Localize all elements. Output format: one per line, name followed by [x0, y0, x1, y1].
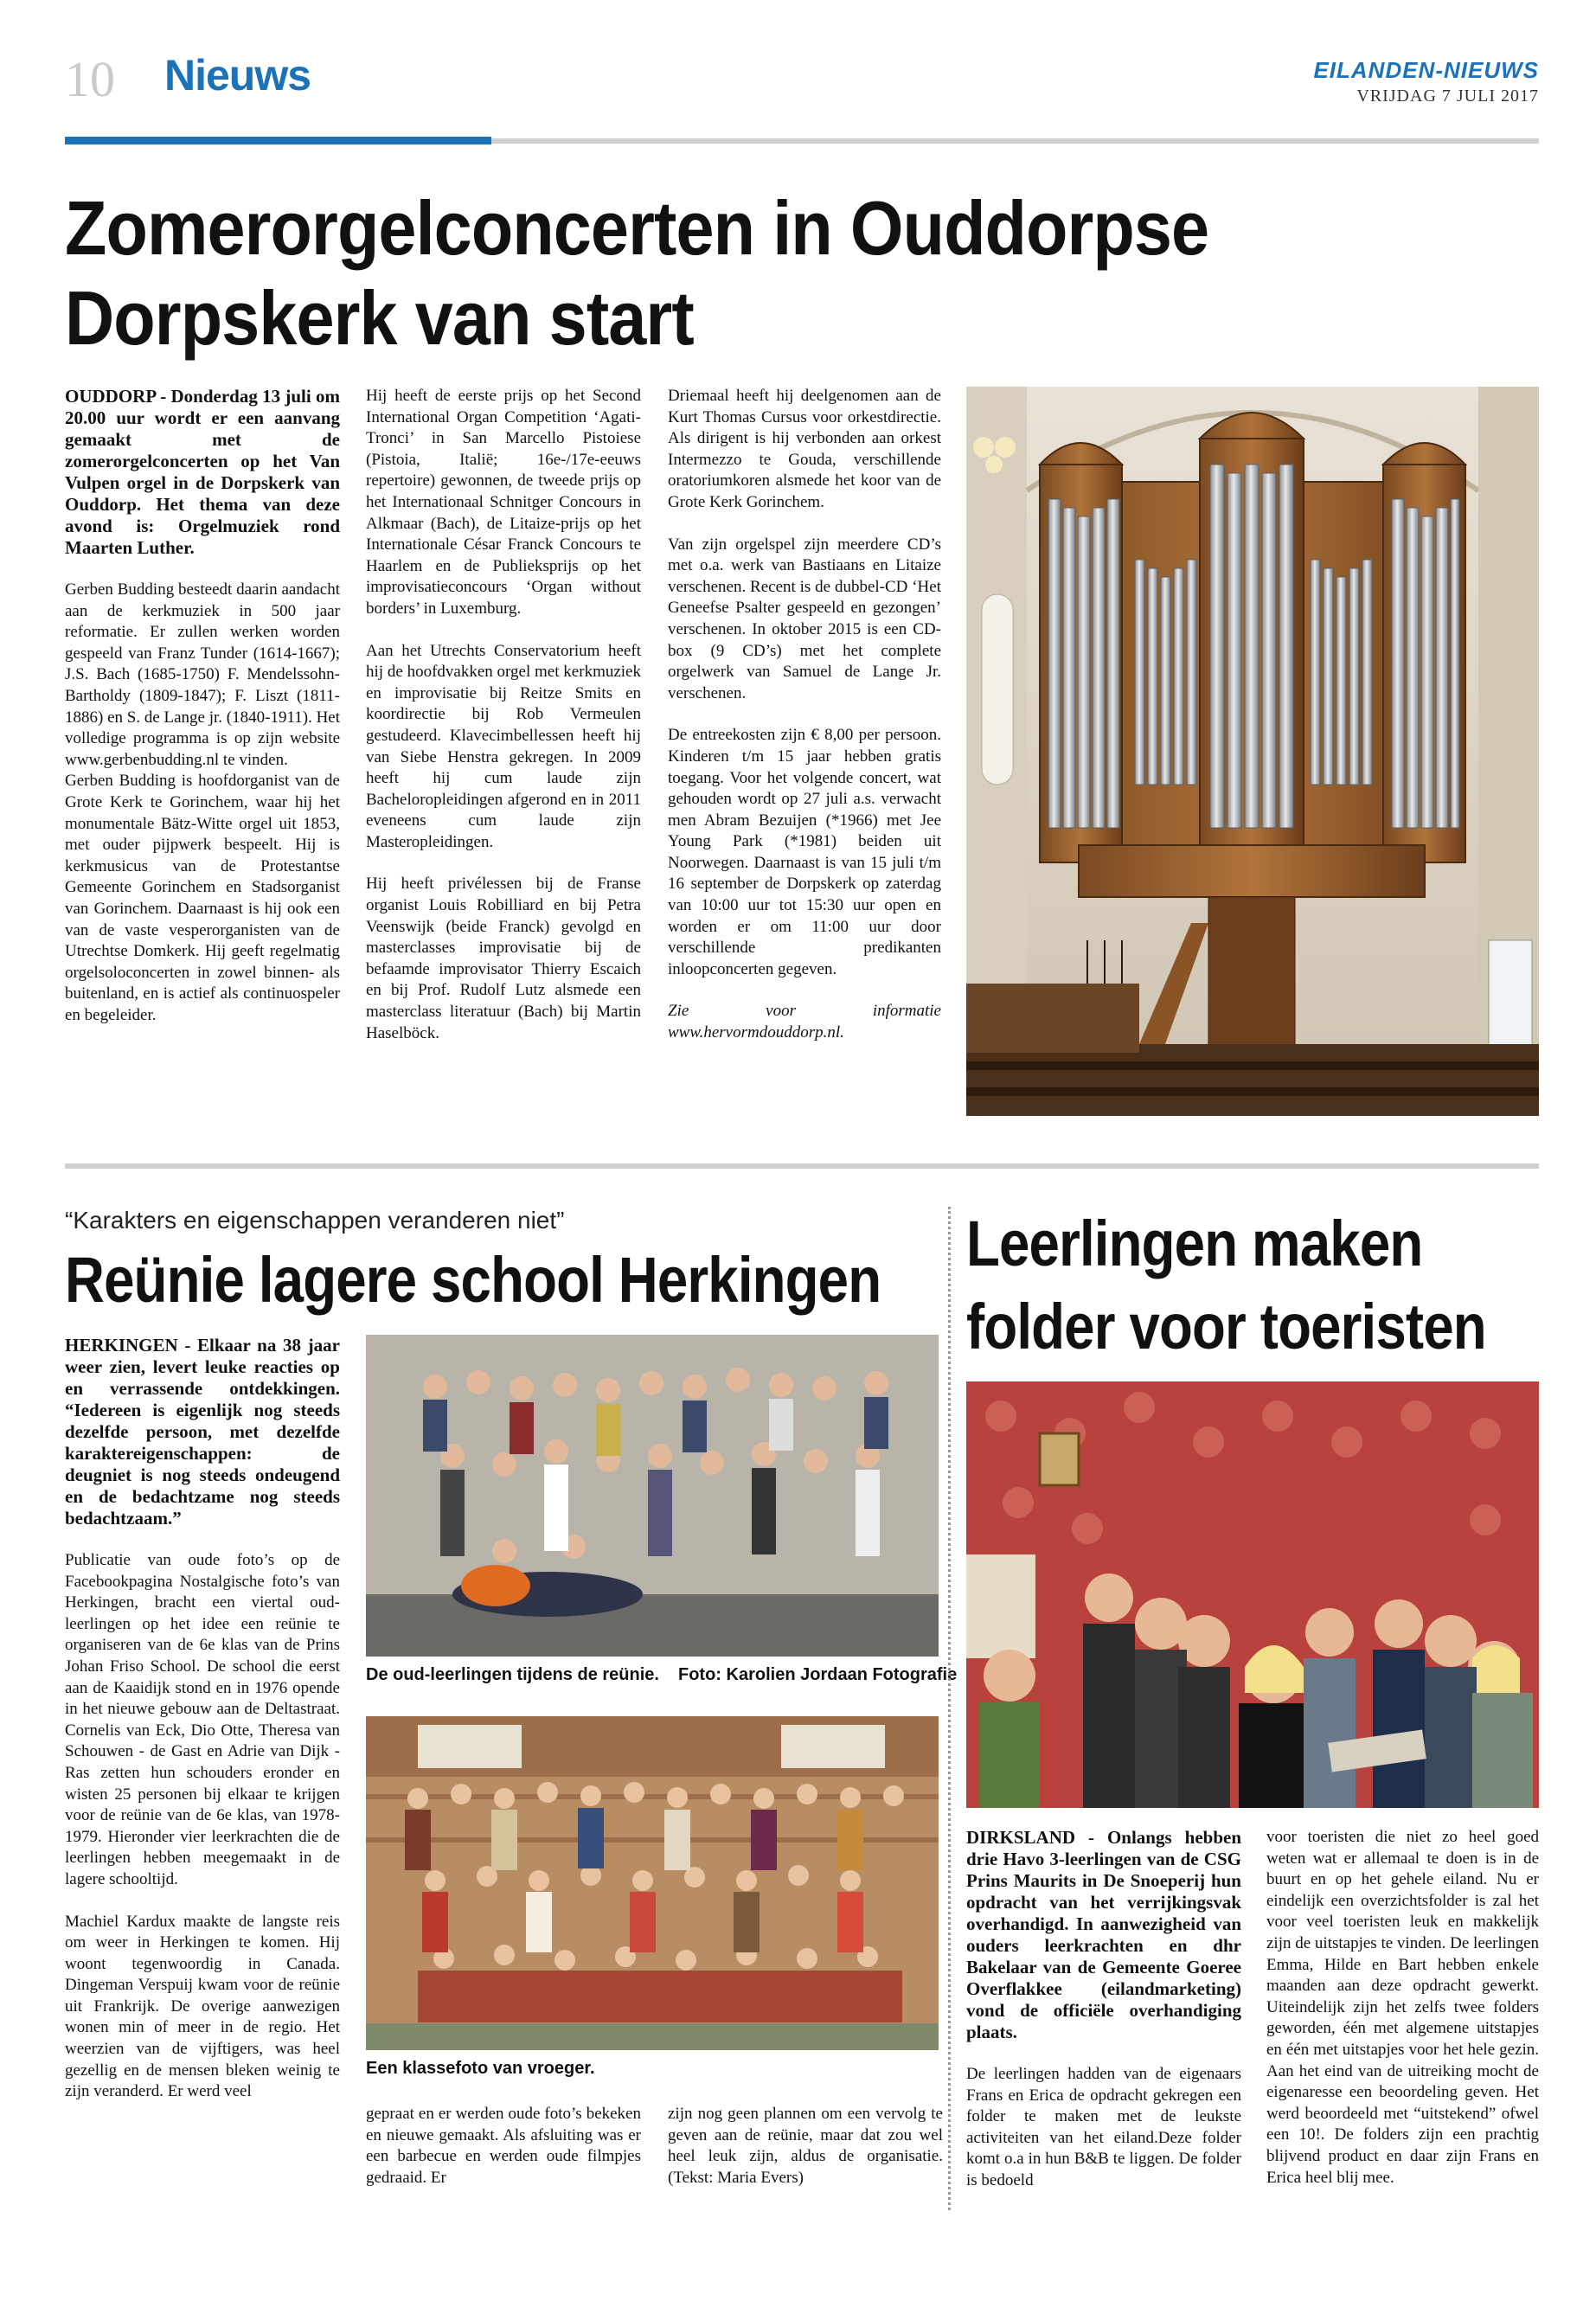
page-number: 10: [65, 51, 115, 107]
article2-column-1: [65, 1335, 340, 2124]
header-rule-accent: [65, 137, 491, 144]
group-photo-illustration: [366, 1335, 939, 1657]
article1-paragraph: De entreekosten zijn € 8,00 per persoon. Kinderen t/m 15 jaar hebben gratis toegang. Voor het volgende concert, wat gehouden wordt op 27 juli a.s. verwacht men Abram Bezuijen (*1966) met Jee Young Park (*1981) beiden uit Noorwegen. Daarnaast is van 15 juli t/m 16 september de Dorpskerk op zaterdag van 10:00 uur tot 15:30 uur open en worden er om 11:00 uur door verschillende predikanten inloopconcerten gegeven.: [668, 726, 941, 978]
reunion-photo: [366, 1335, 939, 1657]
article2-paragraph: Machiel Kardux maakte de langste reis om weer in Herkingen te komen. Hij woont tegenwoordig in Canada. Dingeman Verspuij kwam voor de reünie uit Frankrijk. De overige aanwezigen wonen min of meer in de regio. Het weerzien van de vijftigers, was heel gezellig en de mensen bleken weinig te zijn veranderd. Er werd veel: [65, 1912, 340, 2101]
students-photo: [966, 1381, 1539, 1808]
article2-column-2: [366, 2104, 641, 2209]
class-photo: [366, 1716, 939, 2050]
article-headline-folder: Leerlingen maken folder voor toeristen: [966, 1208, 1486, 1362]
article1-info-link: Zie voor informatie www.hervormdouddorp.nl.: [668, 1002, 941, 1042]
article2-kicker-quote: “Karakters en eigenschappen veranderen niet”: [65, 1207, 565, 1234]
article2-paragraph: Publicatie van oude foto’s op de Facebookpagina Nostalgische foto’s van Herkingen, bracht een viertal oud-leerlingen op het idee een reünie te organiseren van de 6e klas van de Prins Johan Friso School. De school die eerst aan de Kaaidijk stond en in 1976 opende in het nieuwe gebouw aan de Deltastraat. Cornelis van Eck, Dio Otte, Theresa van Schouwen - de Gast en Adrie van Dijk - Ras zetten hun schouders eronder en wisten 25 personen bij elkaar te krijgen voor de reünie van de 6e klas, van 1978-1979. Hieronder vier leerkrachten die de leerlingen hebben meegemaakt in de lagere schooltijd.: [65, 1551, 340, 1888]
article3-lead: DIRKSLAND - Onlangs hebben drie Havo 3-leerlingen van de CSG Prins Maurits in De Snoeperij hun opdracht van het verrijkingsvak overhandigd. In aanwezigheid van ouders leerkrachten en dhr Bakelaar van de Gemeente Goeree Overflakkee (eilandmarketing) vond de officiële overhandiging plaats.: [966, 1827, 1241, 2042]
column-separator: [948, 1207, 951, 2210]
article3-paragraph: De leerlingen hadden van de eigenaars Frans en Erica de opdracht gekregen een folder te maken met de leukste activiteiten van het eiland.Deze folder komt o.a in hun B&B te liggen. De folder is bedoeld: [966, 2065, 1241, 2189]
article1-paragraph: Gerben Budding besteedt daarin aandacht aan de kerkmuziek in 500 jaar reformatie. Er zullen werken worden gespeeld van Franz Tunder (1614-1667); J.S. Bach (1685-1750) F. Mendelssohn-Bartholdy (1809-1847); F. Liszt (1811-1886) en S. de Lange jr. (1840-1911). Het volledige programma is op zijn website www.gerbenbudding.nl te vinden.: [65, 580, 340, 769]
article1-column-2: [366, 386, 641, 1065]
article2-lead: HERKINGEN - Elkaar na 38 jaar weer zien, levert leuke reacties op en verrassende ontdekkingen. “Iedereen is eigenlijk nog steeds dezelfde persoon, met dezelfde karaktereigenschappen: de deugniet is nog steeds ondeugend en de bedachtzame nog steeds bedachtzaam.”: [65, 1335, 340, 1529]
reunion-photo-credit: Foto: Karolien Jordaan Fotografie: [678, 1665, 958, 1684]
article1-lead: OUDDORP - Donderdag 13 juli om 20.00 uur wordt er een aanvang gemaakt met de zomerorgelconcerten op het Van Vulpen orgel in de Dorpskerk van Ouddorp. Het thema van deze avond is: Orgelmuziek rond Maarten Luther.: [65, 386, 340, 558]
article1-paragraph: Hij heeft privélessen bij de Franse organist Louis Robilliard en bij Petra Veenswijk (beide Franck) gevolgd en masterclasses improvisatie bij de befaamde improvisator Thierry Escaich en bij Prof. Rudolf Lutz alsmede een masterclass literatuur (Bach) bij Martin Haselböck.: [366, 875, 641, 1042]
article1-paragraph: Gerben Budding is hoofdorganist van de Grote Kerk te Gorinchem, waar hij het monumentale Bätz-Witte orgel uit 1853, met ouder pijpwerk bespeelt. Hij is kerkmusicus van de Protestantse Gemeente Gorinchem en Stadsorganist van Gorinchem. Daarnaast is hij ook een van de vaste vesperorganisten van de Utrechtse Domkerk. Hij geeft regelmatig orgelsoloconcerten in zowel binnen- als buitenland, en is actief als continuospeler en begeleider.: [65, 772, 340, 1024]
article2-column-3: [668, 2104, 943, 2209]
article2-paragraph: zijn nog geen plannen om een vervolg te geven aan de reünie, maar dat zou wel heel leuk zijn, aldus de organisatie. (Tekst: Maria Evers): [668, 2105, 943, 2187]
students-photo-illustration: [966, 1381, 1539, 1808]
newspaper-logo: EILANDEN-NIEUWS: [1313, 57, 1539, 83]
article2-paragraph: gepraat en er werden oude foto’s bekeken en nieuwe gemaakt. Als afsluiting was er een barbecue en werden oude filmpjes gedraaid. Er: [366, 2105, 641, 2187]
article-headline-organ: Zomerorgelconcerten in Ouddorpse Dorpskerk van start: [65, 185, 1209, 361]
reunion-photo-caption: De oud-leerlingen tijdens de reünie.: [366, 1665, 659, 1684]
header-rule: [491, 138, 1539, 144]
article1-paragraph: Van zijn orgelspel zijn meerdere CD’s met o.a. werk van Bastiaans en Litaize verschenen. Recent is de dubbel-CD ‘Het Geneefse Psalter gespeeld en gezongen’ verschenen. In oktober 2015 is een CD-box (9 CD’s) met het complete orgelwerk van Samuel de Lange Jr. verschenen.: [668, 535, 941, 702]
organ-illustration: [966, 387, 1539, 1116]
article1-paragraph: Aan het Utrechts Conservatorium heeft hij de hoofdvakken orgel met kerkmuziek en improvisatie bij Reitze Smits en koordirectie bij Rob Vermeulen gestudeerd. Klavecimbellessen heeft hij van Siebe Henstra gekregen. In 2009 heeft hij cum laude zijn Bacheloropleidingen afgerond en in 2011 eveneens cum laude zijn Masteropleidingen.: [366, 641, 641, 851]
article-headline-reunion: Reünie lagere school Herkingen: [65, 1244, 881, 1316]
article3-paragraph: voor toeristen die niet zo heel goed weten wat er allemaal te doen is in de buurt en op het gehele eiland. Nu er eindelijk een overzichtsfolder is zal het voor veel toeristen leuk en makkelijk zijn de uitstapjes te vinden. De leerlingen Emma, Hilde en Bart hebben enkele maanden aan deze opdracht gewerkt. Uiteindelijk zijn het zelfs twee folders geworden, één met algemene uitstapjes en één met uitstapjes voor het hele gezin. Aan het eind van de uitreiking mocht de eigenaresse een beoordeling geven. Het werd beoordeeld met “uitstekend” ofwel een 10!. De folders zijn een prachtig blijvend product en daar zijn Frans en Erica heel blij mee.: [1266, 1828, 1539, 2187]
article3-column-1: [966, 1827, 1241, 2213]
article1-column-1: [65, 386, 340, 1047]
section-divider: [65, 1163, 1539, 1169]
issue-date: VRIJDAG 7 JULI 2017: [1356, 87, 1539, 106]
section-title: Nieuws: [164, 51, 311, 99]
article3-column-2: [1266, 1827, 1539, 2209]
article1-paragraph: Hij heeft de eerste prijs op het Second International Organ Competition ‘Agati-Tronci’ in San Marcello Pistoiese (Pistoia, Italië; 16e-/17e-eeuws repertoire) gewonnen, de tweede prijs op het Internationaal Schnitger Concours in Alkmaar (Bach), de Litaize-prijs op het Internationale César Franck Concours te Haarlem en de Publieksprijs op het improvisatieconcours ‘Organ without borders’ in Luxemburg.: [366, 387, 641, 618]
article1-column-3: [668, 386, 941, 1065]
article1-paragraph: Driemaal heeft hij deelgenomen aan de Kurt Thomas Cursus voor orkestdirectie. Als dirigent is hij verbonden aan orkest Intermezzo te Gouda, verschillende oratoriumkoren alsmede het koor van de Grote Kerk Gorinchem.: [668, 387, 941, 511]
class-photo-caption: Een klassefoto van vroeger.: [366, 2059, 595, 2078]
organ-photo: [966, 387, 1539, 1116]
old-class-photo-illustration: [366, 1716, 939, 2050]
